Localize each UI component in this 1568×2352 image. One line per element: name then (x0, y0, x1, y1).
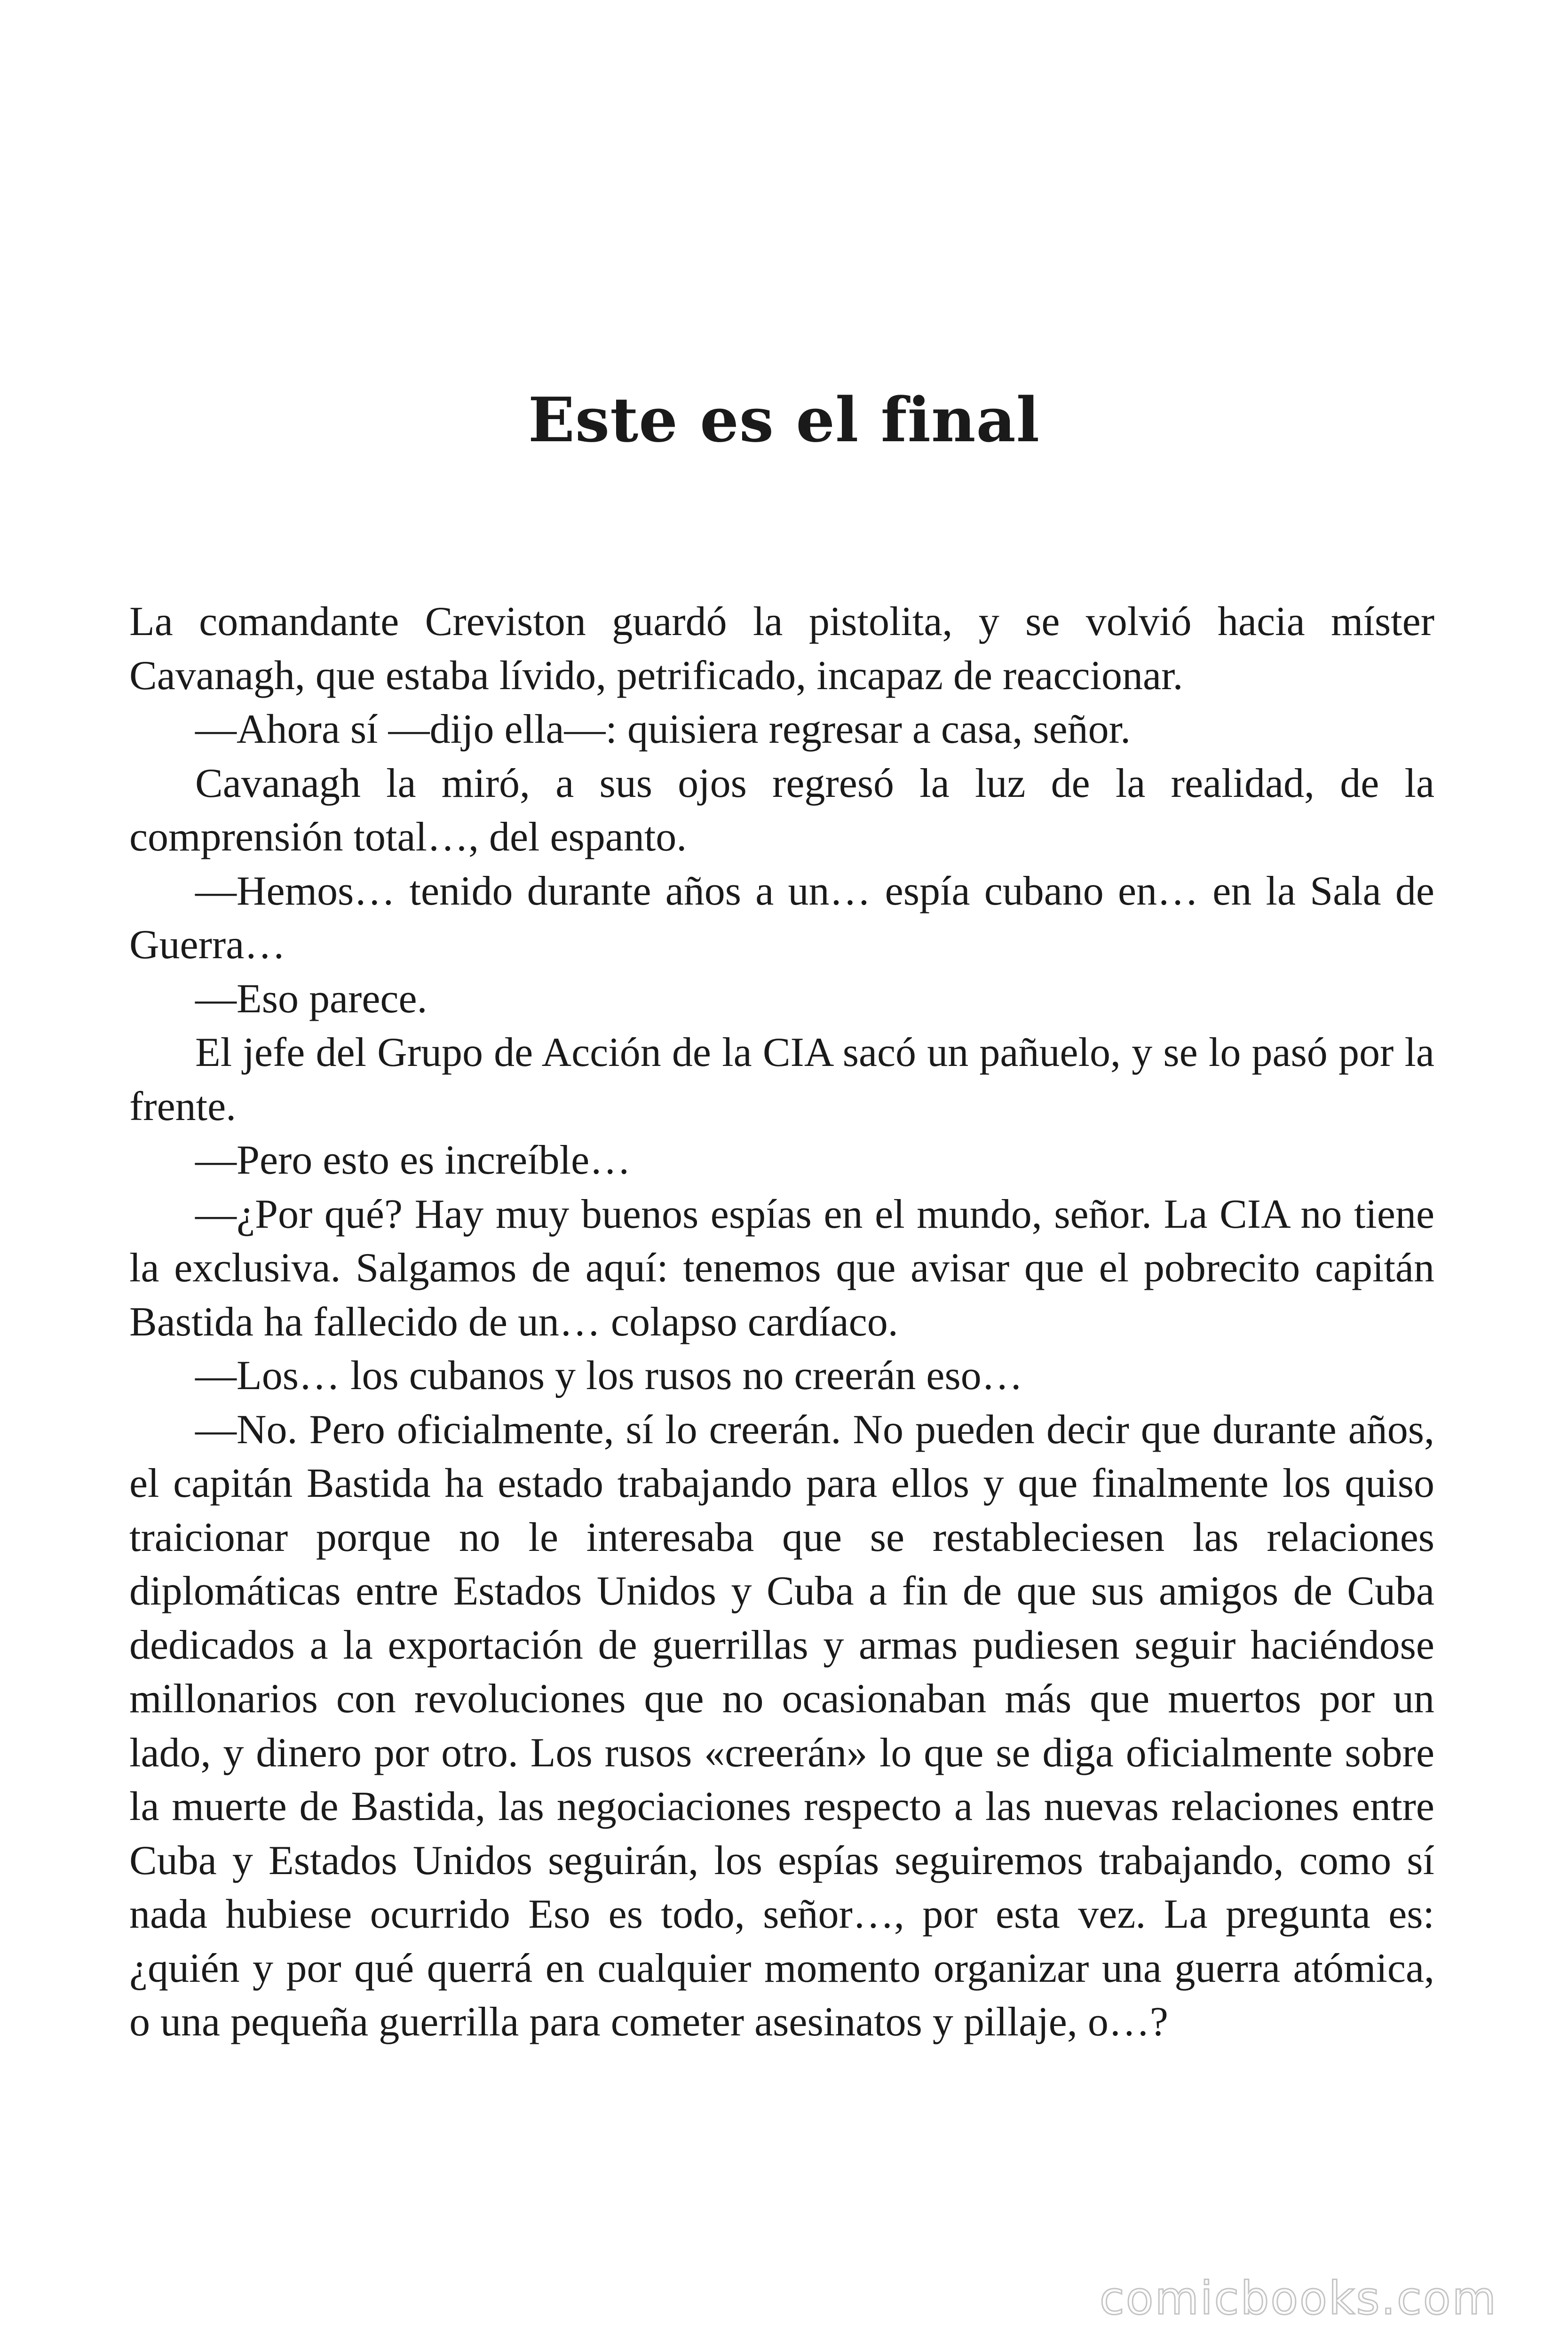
paragraph: —Los… los cubanos y los rusos no creerán eso… (195, 1353, 1023, 1398)
paragraph: —Eso parece. (195, 976, 428, 1022)
paragraph: —Hemos… tenido durante años a un… espía cubano en… en la Sala de Guerra… (129, 868, 1434, 968)
paragraph: —Ahora sí —dijo ella—: quisiera regresar a casa, señor. (195, 707, 1131, 752)
watermark: comicbooks.com (1099, 2272, 1497, 2325)
paragraph: —¿Por qué? Hay muy buenos espías en el mundo, señor. La CIA no tiene la exclusiva. Salgamos de aquí: tenemos que avisar que el pobrecito capitán Bastida ha fallecido de un… colapso cardíaco. (129, 1191, 1434, 1345)
paragraph: —Pero esto es increíble… (195, 1137, 631, 1183)
chapter-title: Este es el final (528, 384, 1040, 456)
paragraph: —No. Pero oficialmente, sí lo creerán. No pueden decir que durante años, el capitán Bastida ha estado trabajando para ellos y que finalmente los quiso traicionar porque no le interesaba que se restableciesen las relaciones diplomáticas entre Estados Unidos y Cuba a fin de que sus amigos de Cuba dedicados a la exportación de guerrillas y armas pudiesen seguir haciéndose millonarios con revoluciones que no ocasionaban más que muertos por un lado, y dinero por otro. Los rusos «creerán» lo que se diga oficialmente sobre la muerte de Bastida, las negociaciones respecto a las nuevas relaciones entre Cuba y Estados Unidos seguirán, los espías seguiremos trabajando, como sí nada hubiese ocurrido Eso es todo, señor…, por esta vez. La pregunta es: ¿quién y por qué querrá en cualquier momento organizar una guerra atómica, o una pequeña guerrilla para cometer asesinatos y pillaje, o…? (129, 1406, 1434, 2045)
paragraph: Cavanagh la miró, a sus ojos regresó la luz de la realidad, de la comprensión total…, del espanto. (129, 760, 1434, 860)
paragraph: La comandante Creviston guardó la pistolita, y se volvió hacia míster Cavanagh, que estaba lívido, petrificado, incapaz de reaccionar. (129, 599, 1434, 699)
paragraph: El jefe del Grupo de Acción de la CIA sacó un pañuelo, y se lo pasó por la frente. (129, 1030, 1434, 1129)
body-text (129, 595, 1434, 2050)
